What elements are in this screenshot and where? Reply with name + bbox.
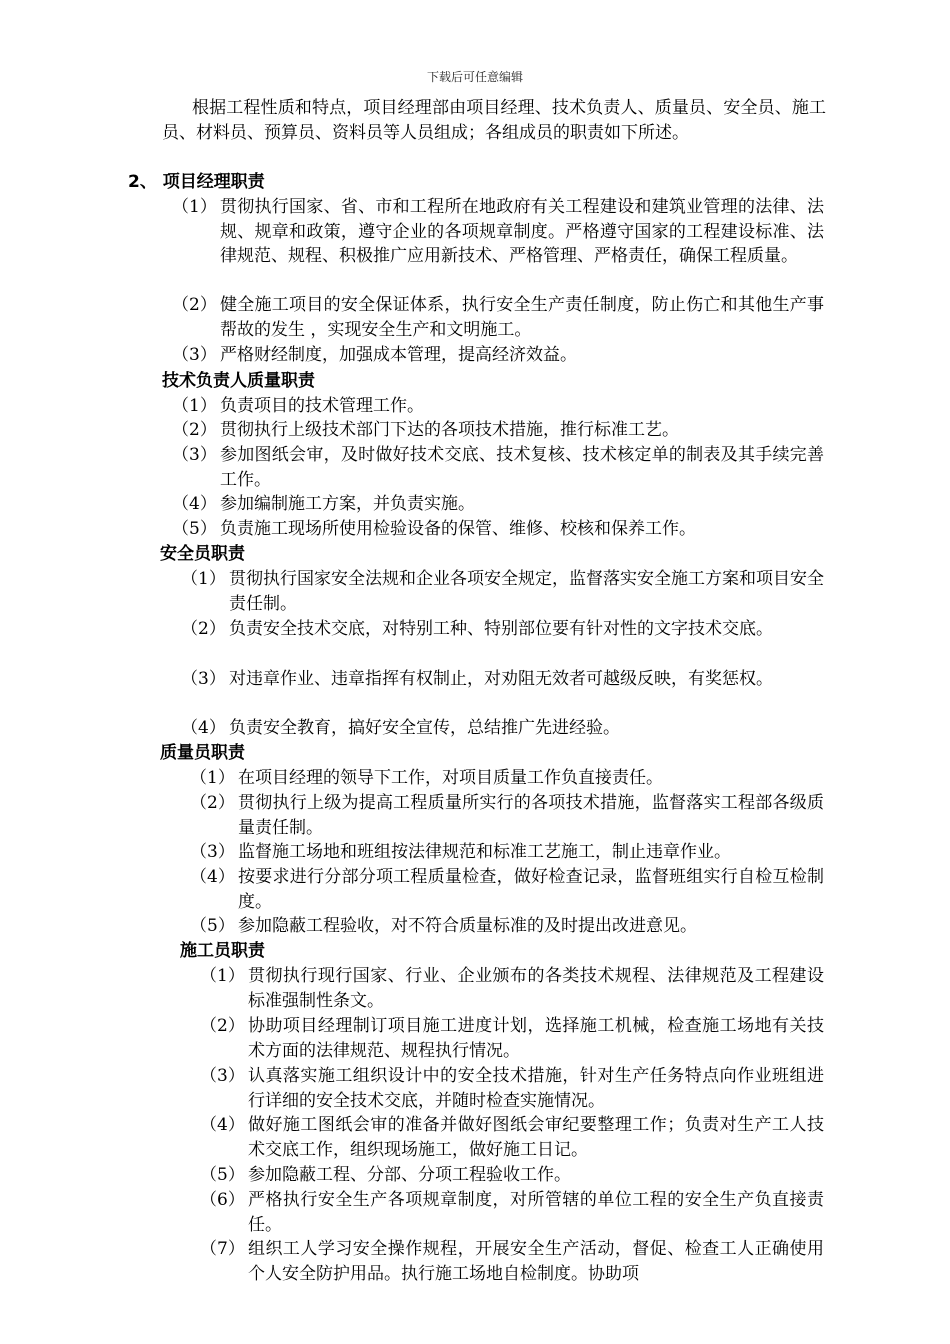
item-number: （1） [190, 768, 235, 788]
item-text: 认真落实施工组织设计中的安全技术措施，针对生产任务特点向作业班组进行详细的安全技术交底，并随时检查实施情况。 [248, 1066, 824, 1111]
item-text: 贯彻执行现行国家、行业、企业颁布的各类技术规程、法律规范及工程建设标准强制性条文。 [248, 966, 824, 1011]
section-heading-quality-officer: 质量员职责 [160, 743, 245, 763]
section-heading-construction-officer: 施工员职责 [180, 941, 265, 961]
item-number: （2） [200, 1016, 245, 1036]
item-number: （3） [172, 345, 217, 365]
item-number: （2） [181, 619, 226, 639]
item-text: 严格执行安全生产各项规章制度，对所管辖的单位工程的安全生产负直接责任。 [248, 1190, 824, 1235]
list-item [200, 1113, 824, 1162]
item-number: （1） [181, 569, 226, 589]
list-item [200, 1064, 824, 1113]
list-item [190, 865, 824, 914]
list-item [181, 667, 824, 692]
item-text: 监督施工场地和班组按法律规范和标准工艺施工，制止违章作业。 [238, 842, 731, 862]
list-item [190, 914, 824, 939]
item-number: （5） [172, 519, 217, 539]
list-item [200, 964, 824, 1013]
item-number: （2） [172, 295, 217, 315]
item-text: 贯彻执行国家、省、市和工程所在地政府有关工程建设和建筑业管理的法律、法规、规章和政策，遵守企业的各项规章制度。严格遵守国家的工程建设标准、法律规范、规程、积极推广应用新技术、严格管理、严格责任，确保工程质量。 [220, 197, 824, 266]
item-text: 协助项目经理制订项目施工进度计划，选择施工机械，检查施工场地有关技术方面的法律规范、规程执行情况。 [248, 1016, 824, 1061]
item-number: （2） [172, 420, 217, 440]
list-item [190, 840, 824, 865]
item-text: 严格财经制度，加强成本管理，提高经济效益。 [220, 345, 577, 365]
list-item [200, 1163, 824, 1188]
section-heading-project-manager: 2、 项目经理职责 [128, 172, 265, 192]
list-item [200, 1237, 824, 1286]
item-number: （3） [190, 842, 235, 862]
item-text: 参加隐蔽工程、分部、分项工程验收工作。 [248, 1165, 571, 1185]
list-item [172, 394, 824, 419]
item-text: 贯彻执行国家安全法规和企业各项安全规定，监督落实安全施工方案和项目安全责任制。 [229, 569, 824, 614]
item-number: （1） [200, 966, 245, 986]
item-number: （6） [200, 1190, 245, 1210]
list-item [172, 492, 824, 517]
item-number: （4） [190, 867, 235, 887]
item-number: （4） [181, 718, 226, 738]
item-number: （3） [172, 445, 217, 465]
item-number: （7） [200, 1239, 245, 1259]
section-heading-safety-officer: 安全员职责 [160, 544, 245, 564]
item-text: 做好施工图纸会审的准备并做好图纸会审纪要整理工作；负责对生产工人技术交底工作，组织现场施工，做好施工日记。 [248, 1115, 824, 1160]
item-text: 健全施工项目的安全保证体系，执行安全生产责任制度，防止伤亡和其他生产事帮故的发生 ，实现安全生产和文明施工。 [220, 295, 824, 340]
list-item [172, 418, 824, 443]
list-item [172, 343, 824, 368]
item-number: （1） [172, 197, 217, 217]
list-item [190, 791, 824, 840]
item-text: 按要求进行分部分项工程质量检查，做好检查记录，监督班组实行自检互检制度。 [238, 867, 824, 912]
list-item [200, 1188, 824, 1237]
item-number: （1） [172, 396, 217, 416]
list-item [172, 195, 824, 269]
item-number: （3） [181, 669, 226, 689]
item-number: （3） [200, 1066, 245, 1086]
list-item [172, 443, 824, 492]
list-item [181, 617, 824, 642]
item-number: （2） [190, 793, 235, 813]
item-number: （5） [190, 916, 235, 936]
item-text: 贯彻执行上级技术部门下达的各项技术措施，推行标准工艺。 [220, 420, 679, 440]
item-text: 贯彻执行上级为提高工程质量所实行的各项技术措施，监督落实工程部各级质量责任制。 [238, 793, 824, 838]
item-number: （4） [200, 1115, 245, 1135]
section-heading-technical-lead: 技术负责人质量职责 [162, 371, 315, 391]
item-text: 负责安全教育，搞好安全宣传，总结推广先进经验。 [229, 718, 620, 738]
item-text: 参加隐蔽工程验收，对不符合质量标准的及时提出改进意见。 [238, 916, 697, 936]
item-text: 参加图纸会审，及时做好技术交底、技术复核、技术核定单的制表及其手续完善工作。 [220, 445, 824, 490]
page-header: 下载后可任意编辑 [426, 70, 523, 84]
item-number: （4） [172, 494, 217, 514]
item-text: 在项目经理的领导下工作，对项目质量工作负直接责任。 [238, 768, 663, 788]
item-text: 对违章作业、违章指挥有权制止，对劝阻无效者可越级反映，有奖惩权。 [229, 669, 773, 689]
list-item [172, 517, 824, 542]
list-item [190, 766, 824, 791]
list-item [172, 293, 824, 342]
item-text: 负责项目的技术管理工作。 [220, 396, 424, 416]
item-text: 负责安全技术交底，对特别工种、特别部位要有针对性的文字技术交底。 [229, 619, 773, 639]
list-item [200, 1014, 824, 1063]
item-number: （5） [200, 1165, 245, 1185]
list-item [181, 567, 824, 616]
item-text: 参加编制施工方案，并负责实施。 [220, 494, 475, 514]
intro-paragraph: 根据工程性质和特点，项目经理部由项目经理、技术负责人、质量员、安全员、施工员、材料员、预算员、资料员等人员组成；各组成员的职责如下所述。 [162, 98, 826, 143]
item-text: 负责施工现场所使用检验设备的保管、维修、校核和保养工作。 [220, 519, 696, 539]
list-item [181, 716, 824, 741]
item-text: 组织工人学习安全操作规程，开展安全生产活动，督促、检查工人正确使用个人安全防护用品。执行施工场地自检制度。协助项 [248, 1239, 824, 1284]
